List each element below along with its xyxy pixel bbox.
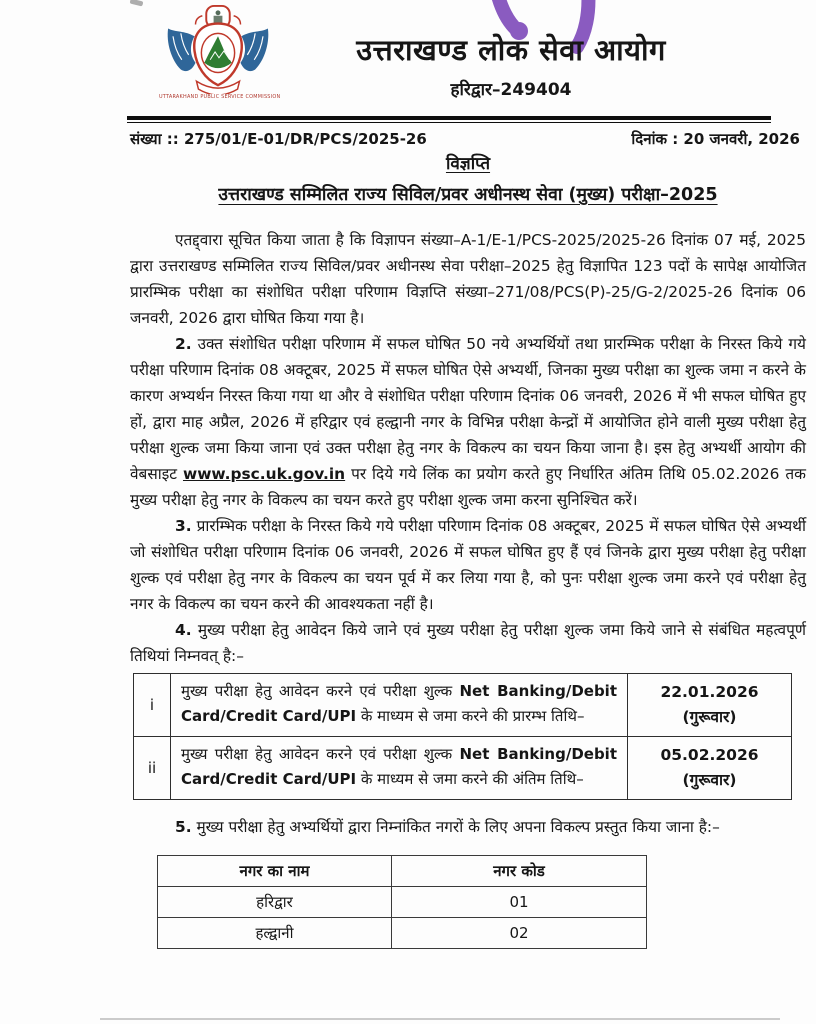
paragraph-3-number: 3.	[175, 517, 192, 535]
reference-number: संख्या :: 275/01/E-01/DR/PCS/2025-26	[130, 130, 427, 148]
payment-modes-text: Net Banking/Debit Card/Credit Card/UPI	[181, 682, 617, 725]
paragraph-1-text: एतद्द्वारा सूचित किया जाता है कि विज्ञापन संख्या–A-1/E-1/PCS-2025/2025-26 दिनांक 07 मई, 2025 द्वारा उत्तराखण्ड सम्मिलित राज्य सिविल/प्रवर अधीनस्थ सेवा परीक्षा–2025 हेतु विज्ञापित 123 पदों के सापेक्ष आयोजित प्रारम्भिक परीक्षा का संशोधित परीक्षा परिणाम विज्ञप्ति संख्या–271/08/PCS(P)-25/G-2/2025-26 दिनांक 06 जनवरी, 2026 द्वारा घोषित किया गया है।	[130, 231, 806, 327]
row-description	[171, 674, 628, 737]
table-row	[158, 887, 647, 918]
scan-edge-line	[100, 1018, 780, 1020]
table-header-row	[158, 856, 647, 887]
row-serial: i	[134, 674, 171, 737]
table-row	[158, 918, 647, 949]
date-value: 05.02.2026	[660, 746, 759, 764]
document-body	[130, 227, 806, 949]
row-serial: ii	[134, 737, 171, 800]
paragraph-5	[130, 814, 806, 840]
row-description	[171, 737, 628, 800]
row-date	[628, 674, 792, 737]
row-description-text-b: के माध्यम से जमा करने की अंतिम तिथि–	[356, 770, 584, 788]
org-name: उत्तराखण्ड लोक सेवा आयोग	[356, 33, 666, 67]
paragraph-2	[130, 331, 806, 513]
document-title: उत्तराखण्ड सम्मिलित राज्य सिविल/प्रवर अधीनस्थ सेवा (मुख्य) परीक्षा–2025	[218, 185, 718, 205]
column-header-city-code: नगर कोड	[392, 856, 647, 887]
table-row	[134, 674, 792, 737]
issue-date: दिनांक : 20 जनवरी, 2026	[631, 130, 800, 148]
row-date	[628, 737, 792, 800]
city-name: हरिद्वार	[158, 887, 392, 918]
table-row	[134, 737, 792, 800]
city-code: 02	[392, 918, 647, 949]
date-weekday: (गुरूवार)	[682, 708, 737, 726]
notice-heading: विज्ञप्ति	[445, 154, 491, 174]
paragraph-4	[130, 617, 806, 669]
city-name: हल्द्वानी	[158, 918, 392, 949]
website-link[interactable]: www.psc.uk.gov.in	[182, 465, 346, 483]
paragraph-4-text: मुख्य परीक्षा हेतु आवेदन किये जाने एवं मुख्य परीक्षा हेतु परीक्षा शुल्क जमा किये जाने से संबंधित महत्वपूर्ण तिथियां निम्नवत् है:–	[130, 621, 806, 665]
paragraph-2-text-a: उक्त संशोधित परीक्षा परिणाम में सफल घोषित 50 नये अभ्यर्थियों तथा प्रारम्भिक परीक्षा के निरस्त किये गये परीक्षा परिणाम दिनांक 08 अक्टूबर, 2025 में सफल घोषित ऐसे अभ्यर्थी, जिनका मुख्य परीक्षा का शुल्क जमा न करने के कारण अभ्यर्थन निरस्त किया गया था और वे संशोधित परीक्षा परिणाम दिनांक 06 जनवरी, 2026 में भी सफल घोषित हुए हों, द्वारा माह अप्रैल, 2026 में हरिद्वार एवं हल्द्वानी नगर के विभिन्न परीक्षा केन्द्रों में आयोजित होने वाली मुख्य परीक्षा हेतु परीक्षा शुल्क जमा किया जाना एवं उक्त परीक्षा हेतु नगर के विकल्प का चयन किया जाना है। इस हेतु अभ्यर्थी आयोग की वेबसाइट	[130, 335, 806, 483]
paragraph-3	[130, 513, 806, 617]
meta-row	[130, 129, 800, 149]
payment-modes-text: Net Banking/Debit Card/Credit Card/UPI	[181, 745, 617, 788]
paragraph-3-text: प्रारम्भिक परीक्षा के निरस्त किये गये परीक्षा परिणाम दिनांक 08 अक्टूबर, 2025 में सफल घोषित ऐसे अभ्यर्थी जो संशोधित परीक्षा परिणाम दिनांक 06 जनवरी, 2026 में सफल घोषित हुए हैं एवं जिनके द्वारा मुख्य परीक्षा हेतु परीक्षा शुल्क एवं परीक्षा हेतु नगर के विकल्प का चयन पूर्व में कर लिया गया है, को पुनः परीक्षा शुल्क जमा करने एवं परीक्षा हेतु नगर के विकल्प का चयन करने की आवश्यकता नहीं है।	[130, 517, 806, 613]
important-dates-table	[133, 673, 792, 800]
logo-caption: UTTARAKHAND PUBLIC SERVICE COMMISSION	[158, 94, 281, 100]
paragraph-2-number: 2.	[175, 335, 192, 353]
date-value: 22.01.2026	[660, 683, 759, 701]
row-description-text-b: के माध्यम से जमा करने की प्रारम्भ तिथि–	[356, 707, 585, 725]
paragraph-4-number: 4.	[175, 621, 192, 639]
city-options-table	[157, 855, 647, 949]
paragraph-5-text: मुख्य परीक्षा हेतु अभ्यर्थियों द्वारा निम्नांकित नगरों के लिए अपना विकल्प प्रस्तुत किया जाना है:–	[191, 818, 720, 836]
letterhead	[216, 30, 806, 100]
row-description-text-a: मुख्य परीक्षा हेतु आवेदन करने एवं परीक्षा शुल्क	[181, 682, 460, 700]
city-code: 01	[392, 887, 647, 918]
date-weekday: (गुरूवार)	[682, 771, 737, 789]
paragraph-1	[130, 227, 806, 331]
org-address: हरिद्वार–249404	[450, 80, 572, 100]
paragraph-5-number: 5.	[175, 818, 192, 836]
scan-artifact	[130, 0, 144, 6]
header-divider	[127, 116, 771, 123]
row-description-text-a: मुख्य परीक्षा हेतु आवेदन करने एवं परीक्षा शुल्क	[181, 745, 460, 763]
column-header-city-name: नगर का नाम	[158, 856, 392, 887]
paragraph-2-text-b: पर दिये गये लिंक का प्रयोग करते हुए निर्धारित अंतिम तिथि 05.02.2026 तक मुख्य परीक्षा हेतु नगर के विकल्प का चयन करते हुए परीक्षा शुल्क जमा करना सुनिश्चित करें।	[130, 465, 806, 509]
